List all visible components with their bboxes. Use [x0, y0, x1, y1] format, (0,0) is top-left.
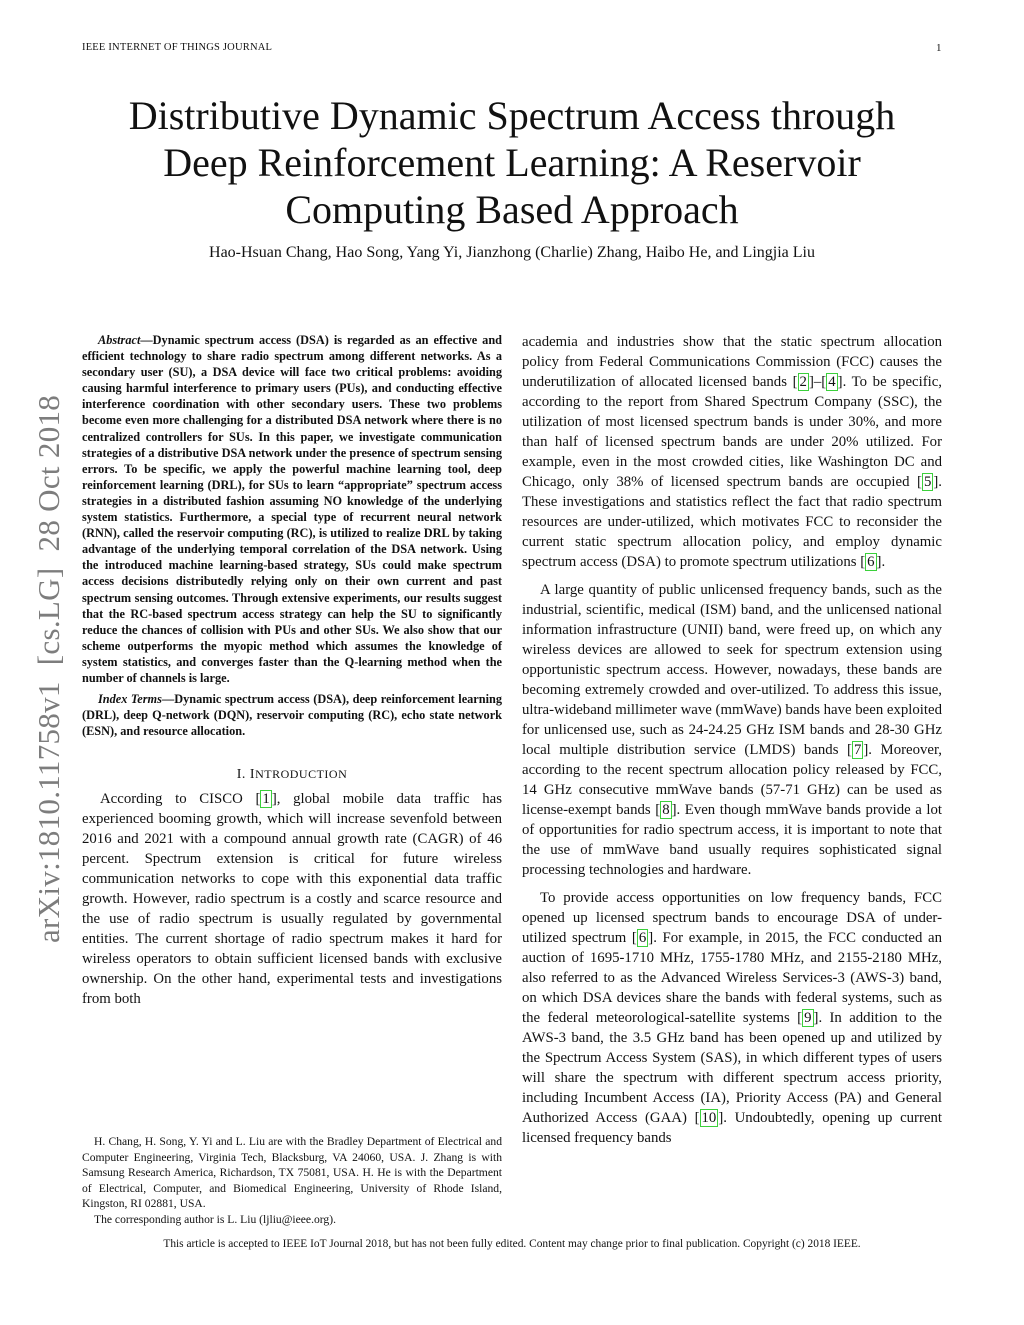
title-line: Distributive Dynamic Spectrum Access through [128, 93, 896, 138]
running-head: IEEE INTERNET OF THINGS JOURNAL [82, 42, 273, 53]
title-line: Computing Based Approach [285, 187, 739, 232]
arxiv-stamp [31, 395, 67, 943]
text-run: To provide access opportunities on low frequency bands, FCC opened up licensed spectrum bands to encourage DSA of under-utilized spectrum [522, 890, 942, 946]
title-line: Deep Reinforcement Learning: A Reservoir [163, 140, 861, 185]
body-paragraph: academia and industries show that the static spectrum allocation policy from Federal Communications Commission (FCC) causes the underutilization of allocated licensed bands [ 2 ]–[ 4 ]. To be specific, according to the report from Shared Spectrum Company (SSC), the utilization of most licensed spectrum bands is under 30%, and more than half of licensed spectrum bands are under 20% utilized. For example, even in the most crowded cities, like Washington DC and Chicago, only 38% of licensed spectrum bands are occupied [ 5 ]. These investigations and statistics reflect the fact that radio spectrum resources are under-utilized, which motivates FCC to reconsider the current static spectrum allocation policy, and employ dynamic spectrum access (DSA) to promote spectrum utilizations [ 6 ]. [522, 334, 942, 570]
text-run: . Moreover, according to the recent spectrum allocation policy released by FCC, 14 GHz consecutive mmWave bands (57-71 GHz) can be used as license-exempt bands [522, 742, 942, 818]
text-run: . Undoubtedly, opening up current licensed frequency bands [522, 1110, 942, 1146]
text-run: The corresponding author is L. Liu ( [94, 1212, 264, 1226]
page-footer: This article is accepted to IEEE IoT Journal 2018, but has not been fully edited. Content may change prior to final publication. Copyright (c) 2018 IEEE. [163, 1238, 861, 1250]
left-column [82, 332, 502, 1009]
text-run: A large quantity of public unlicensed frequency bands, such as the industrial, scientific, medical (ISM) band, and the unlicensed national information infrastructure (UNII) band, were freed up, on which any wireless devices are allowed to seek for spectrum extension using opportunistic spectrum access. However, nowadays, these bands are becoming extremely crowded and over-utilized. To address this issue, ultra-wideband millimeter wave (mmWave) bands have been exploited for unlicensed use, such as 24-24.25 GHz ISM bands and 28-30 GHz local multiple distribution service (LMDS) bands [522, 582, 942, 758]
right-column [522, 332, 942, 1148]
text-run: academia and industries show that the static spectrum allocation policy from Federal Communications Commission (FCC) causes the underutilization of allocated licensed bands [522, 334, 942, 390]
text-run: . Even though mmWave bands provide a lot of opportunities for radio spectrum access, it is important to note that the use of mmWave band usually requires sophisticated signal processing technologies and hardware. [522, 802, 943, 878]
citation-link[interactable]: 2 [799, 374, 807, 390]
citation-link[interactable]: 5 [923, 474, 932, 490]
affiliation-text: H. Chang, H. Song, Y. Yi and L. Liu are with the Bradley Department of Electrical and Computer Engineering, Virginia Tech, Blacksburg, VA 24060, USA. J. Zhang is with Samsung Research America, Richardson, TX 75081, USA. H. He is with the Department of Electrical, Computer, and Biomedical Engineering, University of Rhode Island, Kingston, RI 02881, USA. [82, 1135, 502, 1210]
arxiv-id: arXiv:1810.11758v1 [cs.LG] 28 Oct 2018 [31, 394, 66, 943]
body-paragraph: To provide access opportunities on low frequency bands, FCC opened up licensed spectrum bands to encourage DSA of under-utilized spectrum [ 6 ]. For example, in 2015, the FCC conducted an auction of 1695-1710 MHz, 1755-1780 MHz, and 2155-2180 MHz, also referred to as the Advanced Wireless Services-3 (AWS-3) band, on which DSA devices share the bands with federal systems, such as the federal meteorological-satellite systems [ 9 ]. In addition to the AWS-3 band, the 3.5 GHz band has been opened up and utilized by the Spectrum Access System (SAS), in which different types of users will share the spectrum with different spectrum access priority, including Incumbent Access (IA), Priority Access (PA) and General Authorized Access (GAA) [ 10 ]. Undoubtedly, opening up current licensed frequency bands [522, 890, 942, 1146]
section-number: I. [236, 767, 246, 783]
intro-paragraph: According to CISCO [ 1 ], global mobile data traffic has experienced booming growth, which will increase sevenfold between 2016 and 2021 with a compound annual growth rate (CAGR) of 46 percent. Spectrum extension is critical for future wireless communication networks to cope with this exponential data traffic growth. However, radio spectrum is a costly and scarce resource and the use of radio spectrum is usually regulated by governmental entities. The current shortage of radio spectrum makes it hard for wireless operators to obtain sufficient licensed bands with exclusive ownership. On the other hand, experimental tests and investigations from both [82, 791, 502, 1008]
text-run: . To be specific, according to the report from Shared Spectrum Company (SSC), the utilization of most licensed spectrum bands is under 30%, and more than half of licensed spectrum bands are under 20% utilized. For example, even in the most crowded cities, like Washington DC and Chicago, only 38% of licensed spectrum bands are occupied [522, 374, 942, 490]
text-run: , global mobile data traffic has experienced booming growth, which will increase sevenfold between 2016 and 2021 with a compound annual growth rate (CAGR) of 46 percent. Spectrum extension is critical for future wireless communication networks to cope with this exponential data traffic growth. However, radio spectrum is a costly and scarce resource and the use of radio spectrum is usually regulated by governmental entities. The current shortage of radio spectrum makes it hard for wireless operators to obtain sufficient licensed bands with exclusive ownership. On the other hand, experimental tests and investigations from both [82, 791, 502, 1008]
abstract-text: Dynamic spectrum access (DSA) is regarded as an effective and efficient technology to share radio spectrum among different networks. As a secondary user (SU), a DSA device will face two critical problems: avoiding causing harmful interference to primary users (PUs), and conducting effective interference coordination with other secondary users. These two problems become even more challenging for a distributed DSA network where there is no centralized controllers for SUs. In this paper, we investigate communication strategies of a distributive DSA network under the presence of spectrum sensing errors. To be specific, we apply the powerful machine learning tool, deep reinforcement learning (DRL), for SUs to learn “appropriate” spectrum access strategies in a distributed fashion assuming NO knowledge of the underlying system statistics. Furthermore, a special type of recurrent neural network (RNN), called the reservoir computing (RC), is utilized to realize DRL by taking advantage of the underlying temporal correlation of the DSA network. Using the introduced machine learning-based strategy, SUs could make spectrum access decisions distributedly relying only on their own current and past spectrum sensing outcomes. Through extensive experiments, our results suggest that the RC-based spectrum access strategy can help the SU to significantly reduce the chances of collision with PUs and other SUs. We also show that our scheme outperforms the myopic method which assumes the knowledge of system statistics, and converges faster than the Q-learning method when the number of channels is large. [82, 333, 502, 685]
citation-link[interactable]: 6 [867, 554, 875, 570]
citation-link[interactable]: 4 [828, 374, 836, 390]
citation-link[interactable]: 9 [804, 1010, 812, 1026]
index-terms-text: Dynamic spectrum access (DSA), deep reinforcement learning (DRL), deep Q-network (DQN), reservoir computing (RC), echo state network (ESN), and resource allocation. [82, 692, 502, 739]
paper-title [90, 92, 934, 233]
text-run: According to CISCO [100, 791, 256, 808]
text-run: . These investigations and statistics reflect the fact that radio spectrum resources are under-utilized, which motivates FCC to reconsider the current static spectrum allocation policy, and employ dynamic spectrum access (DSA) to promote spectrum utilizations [522, 474, 942, 570]
citation-link[interactable]: 1 [262, 791, 270, 808]
affiliation-footnote [82, 1134, 502, 1227]
citation-link[interactable]: 8 [662, 802, 670, 818]
section-initial: I [249, 767, 256, 783]
citation-link[interactable]: 10 [701, 1110, 717, 1126]
text-run: . For example, in 2015, the FCC conducted an auction of 1695-1710 MHz, 1755-1780 MHz, and 2155-2180 MHz, also referred to as the Advanced Wireless Services-3 (AWS-3) band, on which DSA devices share the bands with federal systems, such as the federal meteorological-satellite systems [522, 930, 942, 1026]
index-terms: Index Terms—Dynamic spectrum access (DSA), deep reinforcement learning (DRL), deep Q-network (DQN), reservoir computing (RC), echo state network (ESN), and resource allocation. [82, 692, 502, 739]
citation-link[interactable]: 7 [853, 742, 862, 758]
section-title-rest: NTRODUCTION [255, 767, 348, 782]
author-list: Hao-Hsuan Chang, Hao Song, Yang Yi, Jianzhong (Charlie) Zhang, Haibo He, and Lingjia Liu [209, 244, 815, 261]
text-run: . In addition to the AWS-3 band, the 3.5 GHz band has been opened up and utilized by the Spectrum Access System (SAS), in which different types of users will share the spectrum with different spectrum access priority, including Incumbent Access (IA), Priority Access (PA) and General Authorized Access (GAA) [522, 1010, 942, 1126]
text-run: ). [329, 1212, 336, 1226]
text-run: . [881, 554, 886, 570]
email-link[interactable]: ljliu@ieee.org [263, 1212, 330, 1226]
citation-link[interactable]: 6 [638, 930, 647, 946]
corresponding-author [82, 1212, 502, 1228]
page-number: 1 [936, 42, 942, 54]
section-heading-introduction [82, 767, 502, 783]
abstract: Abstract—Dynamic spectrum access (DSA) is regarded as an effective and efficient technology to share radio spectrum among different networks. As a secondary user (SU), a DSA device will face two critical problems: avoiding causing harmful interference to primary users (PUs), and conducting effective interference coordination with other secondary users. These two problems become even more challenging for a distributed DSA network where there is no centralized controllers for SUs. In this paper, we investigate communication strategies of a distributive DSA network under the presence of spectrum sensing errors. To be specific, we apply the powerful machine learning tool, deep reinforcement learning (DRL), for SUs to learn “appropriate” spectrum access strategies in a distributed fashion assuming NO knowledge of the underlying system statistics. Furthermore, a special type of recurrent neural network (RNN), called the reservoir computing (RC), is utilized to realize DRL by taking advantage of the underlying temporal correlation of the DSA network. Using the introduced machine learning-based strategy, SUs could make spectrum access decisions distributedly relying only on their own current and past spectrum sensing outcomes. Through extensive experiments, our results suggest that the RC-based spectrum access strategy can help the SU to significantly reduce the chances of collision with PUs and other SUs. We also show that our scheme outperforms the myopic method which assumes the knowledge of system statistics, and converges faster than the Q-learning method when the number of channels is large. [82, 333, 502, 685]
index-terms-label: Index Terms [98, 692, 162, 707]
abstract-label: Abstract [98, 333, 141, 347]
body-paragraph: A large quantity of public unlicensed frequency bands, such as the industrial, scientific, medical (ISM) band, and the unlicensed national information infrastructure (UNII) band, were freed up, on which any wireless devices are allowed to seek for spectrum extension using opportunistic spectrum access. However, nowadays, these bands are becoming extremely crowded and over-utilized. To address this issue, ultra-wideband millimeter wave (mmWave) bands have been exploited for unlicensed use, such as 24-24.25 GHz ISM bands and 28-30 GHz local multiple distribution service (LMDS) bands [ 7 ]. Moreover, according to the recent spectrum allocation policy released by FCC, 14 GHz consecutive mmWave bands (57-71 GHz) can be used as license-exempt bands [ 8 ]. Even though mmWave bands provide a lot of opportunities for radio spectrum access, it is important to note that the use of mmWave band usually requires sophisticated signal processing technologies and hardware. [522, 582, 943, 878]
text-run: – [813, 374, 822, 390]
